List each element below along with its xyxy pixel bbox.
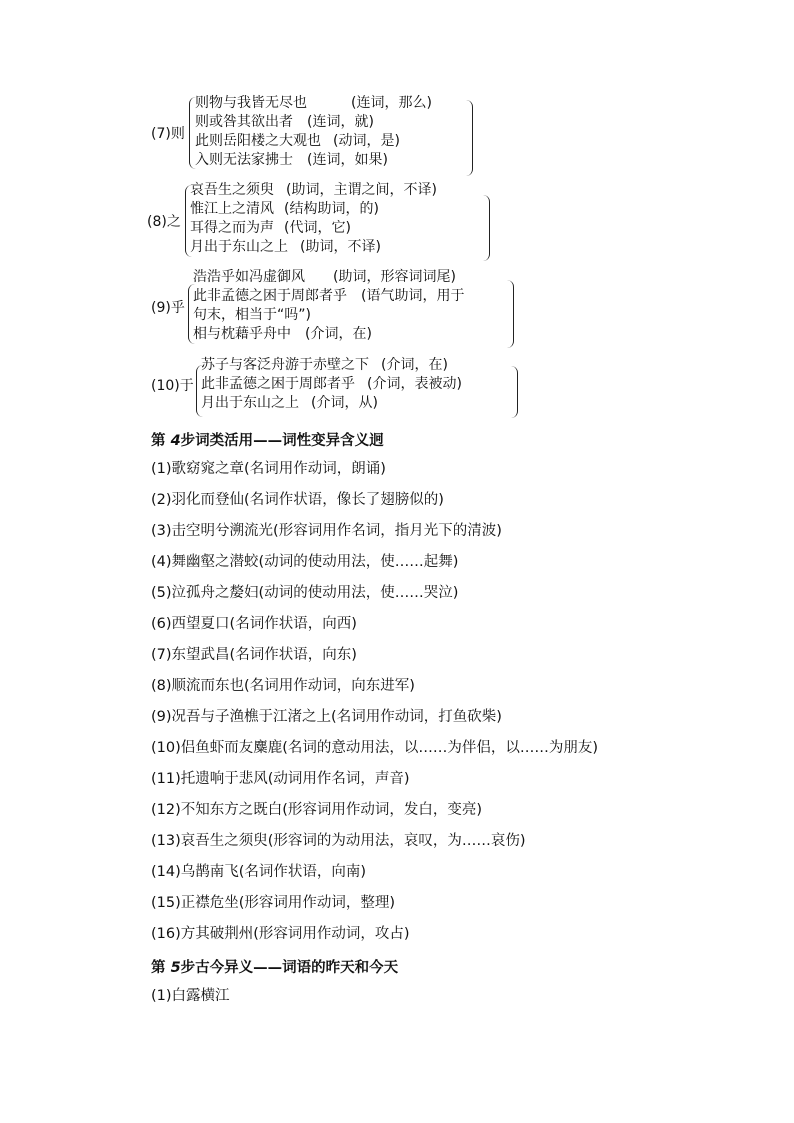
group-label: (9)乎	[151, 300, 185, 316]
list-item: (7)东望武昌(名词作状语，向东)	[151, 647, 357, 663]
group-label: (7)则	[151, 126, 185, 142]
list-item: (4)舞幽壑之潜蛟(动词的使动用法，使……起舞)	[151, 554, 459, 570]
section-heading-4	[151, 429, 384, 450]
right-brace	[511, 366, 518, 418]
line-note: (助词，形容词词尾)	[333, 269, 456, 285]
group-line	[190, 181, 437, 200]
group-lines	[201, 356, 462, 413]
line-note: (动词，是)	[333, 133, 400, 149]
group-label: (10)于	[151, 378, 194, 394]
line-note: (介词，在)	[381, 357, 448, 373]
list-item: (8)顺流而东也(名词用作动词，向东进军)	[151, 678, 415, 694]
line-note: (助词，不译)	[300, 239, 381, 255]
line-text: 则物与我皆无尽也	[195, 95, 307, 111]
line-note: (代词，它)	[284, 220, 351, 236]
line-text: 此非孟德之困于周郎者乎	[201, 376, 355, 392]
line-note: (结构助词，的)	[284, 201, 379, 217]
line-text: 月出于东山之上	[201, 395, 299, 411]
section-number: 4	[170, 433, 181, 449]
line-text: 入则无法家拂士	[195, 152, 293, 168]
group-line	[195, 151, 432, 170]
list-item: (2)羽化而登仙(名词作状语，像长了翅膀似的)	[151, 492, 444, 508]
group-line	[193, 306, 464, 325]
list-item: (10)侣鱼虾而友麋鹿(名词的意动用法，以……为伴侣，以……为朋友)	[151, 740, 599, 756]
line-text: 月出于东山之上	[190, 239, 288, 255]
line-text: 句末，相当于“吗”)	[193, 307, 311, 323]
line-text: 相与枕藉乎舟中	[193, 326, 291, 342]
list-item: (3)击空明兮溯流光(形容词用作名词，指月光下的清波)	[151, 523, 502, 539]
line-note: (助词，主谓之间，不译)	[286, 182, 437, 198]
group-line	[190, 200, 437, 219]
group-lines	[195, 94, 432, 170]
line-note: (连词，就)	[307, 114, 374, 130]
line-note: (介词，表被动)	[367, 376, 462, 392]
list-item: (14)乌鹊南飞(名词作状语，向南)	[151, 864, 367, 880]
group-line	[201, 356, 462, 375]
list-item: (15)正襟危坐(形容词用作动词，整理)	[151, 895, 396, 911]
list-item: (16)方其破荆州(形容词用作动词，攻占)	[151, 926, 410, 942]
line-text: 苏子与客泛舟游于赤壁之下	[201, 357, 369, 373]
line-note: (连词，那么)	[351, 95, 432, 111]
line-text: 此非孟德之困于周郎者乎	[193, 288, 347, 304]
group-line	[195, 113, 432, 132]
group-line	[193, 268, 464, 287]
list-item: (11)托遗响于悲风(动词用作名词，声音)	[151, 771, 410, 787]
line-text: 惟江上之清风	[190, 201, 274, 217]
group-line	[195, 132, 432, 151]
right-brace	[466, 100, 473, 176]
group-label: (8)之	[147, 214, 181, 230]
list-item: (1)歌窈窕之章(名词用作动词，朗诵)	[151, 461, 386, 477]
list-item: (9)况吾与子渔樵于江渚之上(名词用作动词，打鱼砍柴)	[151, 709, 502, 725]
group-line	[193, 287, 464, 306]
group-lines	[190, 181, 437, 257]
right-brace	[483, 195, 490, 261]
right-brace	[507, 280, 514, 348]
group-line	[193, 325, 464, 344]
list-item: (1)白露横江	[151, 988, 230, 1004]
line-note: (介词，在)	[305, 326, 372, 342]
group-line	[201, 375, 462, 394]
section-title: 步古今异义——词语的昨天和今天	[180, 960, 399, 976]
line-text: 此则岳阳楼之大观也	[195, 133, 321, 149]
line-text: 则或咎其欲出者	[195, 114, 293, 130]
section-number: 5	[170, 960, 181, 976]
list-item: (5)泣孤舟之嫠妇(动词的使动用法，使……哭泣)	[151, 585, 459, 601]
line-text: 浩浩乎如冯虚御风	[193, 269, 305, 285]
section-title: 步词类活用——词性变异含义迥	[180, 433, 384, 449]
line-note: (语气助词，用于	[361, 288, 465, 304]
list-item: (6)西望夏口(名词作状语，向西)	[151, 616, 357, 632]
group-line	[190, 219, 437, 238]
group-line	[201, 394, 462, 413]
line-note: (连词，如果)	[307, 152, 388, 168]
list-item: (12)不知东方之既白(形容词用作动词，发白，变亮)	[151, 802, 483, 818]
section-heading-5	[151, 956, 398, 977]
line-text: 哀吾生之须臾	[190, 182, 274, 198]
section-prefix: 第	[151, 433, 166, 449]
group-line	[195, 94, 432, 113]
line-text: 耳得之而为声	[190, 220, 274, 236]
line-note: (介词，从)	[311, 395, 378, 411]
section-prefix: 第	[151, 960, 166, 976]
group-line	[190, 238, 437, 257]
group-lines	[193, 268, 464, 344]
list-item: (13)哀吾生之须臾(形容词的为动用法，哀叹，为……哀伤)	[151, 833, 526, 849]
